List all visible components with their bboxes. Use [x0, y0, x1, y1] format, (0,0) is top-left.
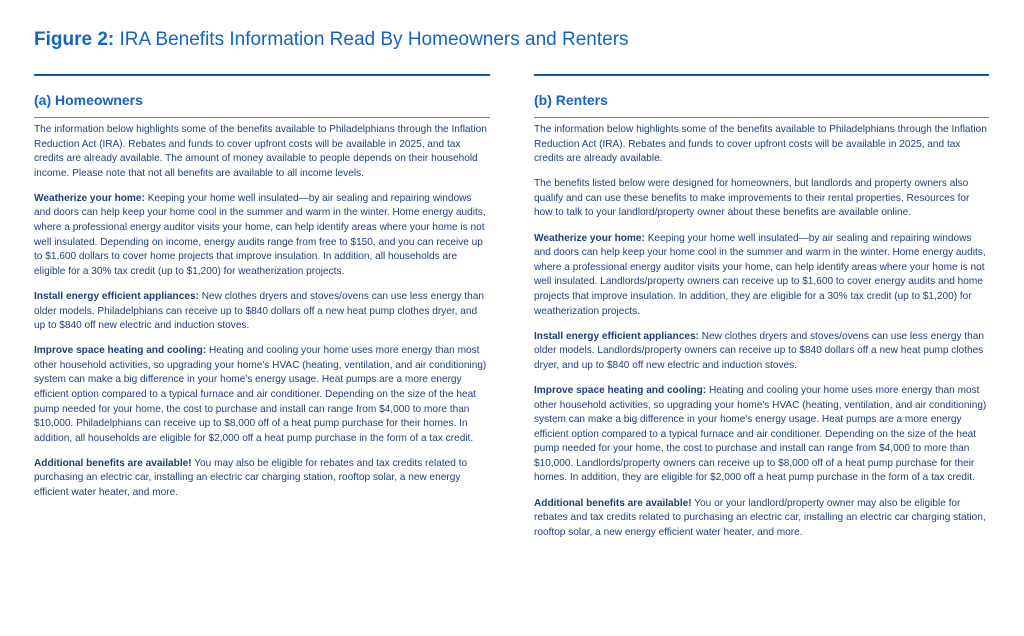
homeowners-intro: The information below highlights some of the benefits available to Philadelphians through the Inflation Reduction Act (IRA). Rebates and funds to cover upfront costs will be available in 2025, and tax credits are already available. The amount of money available to people depends on their household income. Please note that not all benefits are available to all income levels. [34, 124, 487, 179]
homeowners-additional-text: You may also be eligible for rebates and tax credits related to purchasing an electric car, installing an electric car charging station, rooftop solar, a new energy efficient water heater, and more. [34, 457, 468, 499]
homeowners-weatherize-paragraph [34, 192, 490, 280]
figure-label: Figure 2: [34, 29, 115, 50]
homeowners-appliances-text: New clothes dryers and stoves/ovens can use less energy than older models. Philadelphians can receive up to $840 dollars off a new heat pump clothes dryer, and up to $840 off new electric and induction stoves. [34, 290, 484, 332]
renters-weatherize-lead: Weatherize your home: [534, 232, 645, 244]
homeowners-weatherize-text: Keeping your home well insulated—by air sealing and repairing windows and doors can help keep your home cool in the summer and warm in the winter. Home energy audits, where a professional energy auditor visits your home, can help identify areas where your home is not well insulated. Depending on income, energy audits range from free to $150, and you can receive up to $1,600 dollars to cover home projects that improve insulation. In addition, all households are eligible for a 30% tax credit (up to $1,200) for weatherization projects. [34, 192, 486, 277]
figure-title-text: IRA Benefits Information Read By Homeowners and Renters [119, 29, 629, 50]
homeowners-weatherize-lead: Weatherize your home: [34, 192, 145, 204]
renters-intro-2: The benefits listed below were designed for homeowners, but landlords and property owners also qualify and can use these benefits to make improvements to their rental properties. Resources for how to talk to your landlord/property owner about these benefits are available online. [534, 178, 970, 219]
renters-weatherize-text: Keeping your home well insulated—by air sealing and repairing windows and doors can help keep your home cool in the summer and warm in the winter. Home energy audits, where a professional energy auditor visits your home, can help identify areas where your home is not well insulated. Landlords/property owners can receive up to $1,600 to cover energy audits and home projects that improve insulation. In addition, they are eligible for a 30% tax credit (up to $1,200) for weatherization projects. [534, 232, 986, 317]
renters-intro: The information below highlights some of the benefits available to Philadelphians through the Inflation Reduction Act (IRA). Rebates and funds to cover upfront costs will be available in 2025, and tax credits are already available. [534, 124, 987, 165]
renters-heading: (b) Renters [534, 92, 608, 108]
renters-additional-lead: Additional benefits are available! [534, 497, 692, 509]
renters-top-rule [534, 74, 989, 76]
homeowners-heating-text: Heating and cooling your home uses more energy than most other household activities, so upgrading your home's HVAC (heating, ventilation, and air conditioning) system can make a big difference in your home's energy usage. Heat pumps are a more energy efficient option compared to a typical furnace and air conditioner. Depending on the size of the heat pump needed for your home, the cost to purchase and install can range from $4,000 to more than $10,000. Philadelphians can receive up to $8,000 off of a heat pump purchase for their homes. In addition, all households are eligible for $2,000 off a heat pump purchase in the form of a tax credit. [34, 345, 487, 444]
figure-title [34, 29, 629, 51]
homeowners-heating-paragraph [34, 344, 490, 446]
homeowners-top-rule [34, 74, 490, 76]
renters-appliances-paragraph [534, 330, 989, 374]
renters-appliances-text: New clothes dryers and stoves/ovens can use less energy than older models. Landlords/property owners can receive up to $840 dollars off a new heat pump clothes dryer, and up to $840 off new electric and induction stoves. [534, 330, 984, 371]
homeowners-additional-lead: Additional benefits are available! [34, 457, 192, 469]
homeowners-heading: (a) Homeowners [34, 92, 143, 108]
renters-additional-text: You or your landlord/property owner may also be eligible for rebates and tax credits related to purchasing an electric car, installing an electric car charging station, rooftop solar, a new energy efficient water heater, and more. [534, 497, 986, 538]
renters-heating-lead: Improve space heating and cooling: [534, 384, 707, 396]
renters-appliances-lead: Install energy efficient appliances: [534, 330, 699, 342]
homeowners-column [34, 74, 490, 501]
renters-heating-paragraph [534, 384, 989, 486]
renters-heading-rule [534, 117, 989, 118]
homeowners-heading-rule [34, 117, 490, 118]
renters-heating-text: Heating and cooling your home uses more energy than most other household activities, so upgrading your home's HVAC (heating, ventilation, and air conditioning) system can make a big difference in your home's energy usage. Heat pumps are a more energy efficient option compared to a typical furnace and air conditioner. Depending on the size of the heat pump needed for your home, the cost to purchase and install can range from $4,000 to more than $10,000. Landlords/property owners can receive up to $8,000 off of a heat pump purchase for their homes. In addition, they are eligible for $2,000 off a heat pump purchase in the form of a tax credit. [534, 384, 987, 484]
homeowners-appliances-paragraph [34, 290, 490, 334]
renters-column [534, 74, 989, 540]
homeowners-appliances-lead: Install energy efficient appliances: [34, 290, 199, 302]
homeowners-heating-lead: Improve space heating and cooling: [34, 345, 207, 357]
renters-additional-paragraph [534, 497, 989, 541]
renters-weatherize-paragraph [534, 232, 989, 320]
homeowners-additional-paragraph [34, 457, 490, 501]
